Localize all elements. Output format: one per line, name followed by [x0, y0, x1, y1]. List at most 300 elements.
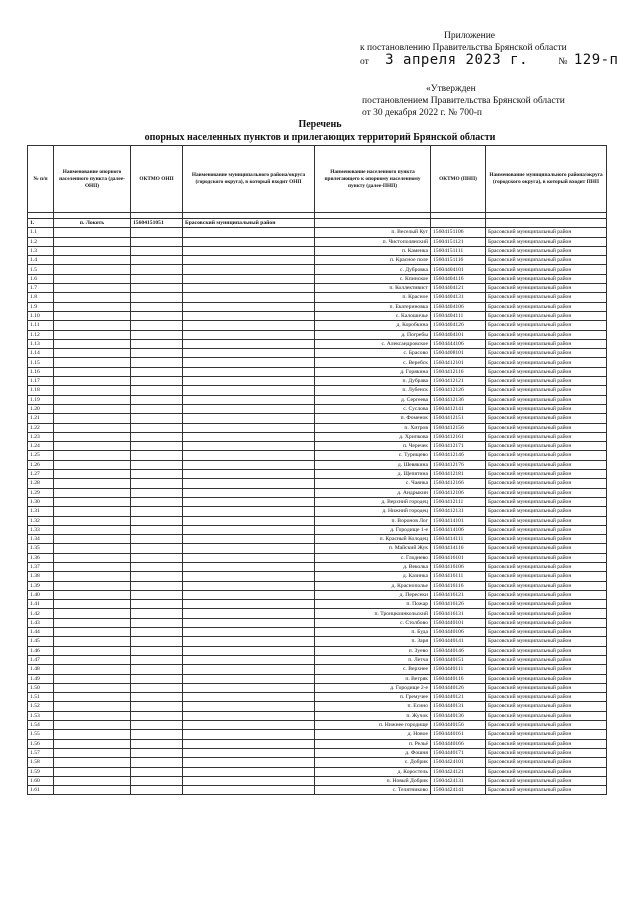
row-pnp-oktmo: 15604424121: [431, 767, 486, 776]
row-pnp-name: п. Нижнее городище: [315, 721, 431, 730]
row-pnp-name: п. Коллективист: [315, 284, 431, 293]
table-row: [28, 386, 607, 395]
row-onp-district: [183, 674, 315, 683]
table-row: [28, 525, 607, 534]
row-pnp-district: Брасовский муниципальный район: [486, 525, 607, 534]
row-pnp-name: д. Хрипкова: [315, 432, 431, 441]
row-pnp-name: п. Майский Жук: [315, 544, 431, 553]
row-onp-oktmo: [131, 470, 183, 479]
row-onp-name: [54, 776, 131, 785]
row-onp-oktmo: [131, 339, 183, 348]
row-number: 1.19: [28, 395, 54, 404]
row-onp-name: [54, 758, 131, 767]
row-pnp-name: п. Гремучее: [315, 693, 431, 702]
row-pnp-district: Брасовский муниципальный район: [486, 600, 607, 609]
row-pnp-oktmo: 15604412131: [431, 507, 486, 516]
row-pnp-name: п. Зуево: [315, 646, 431, 655]
row-pnp-district: Брасовский муниципальный район: [486, 293, 607, 302]
table-row: [28, 367, 607, 376]
row-pnp-oktmo: 15604404111: [431, 311, 486, 320]
row-pnp-name: с. Добрик: [315, 758, 431, 767]
row-number: 1.39: [28, 581, 54, 590]
row-number: 1.14: [28, 349, 54, 358]
row-onp-name: [54, 330, 131, 339]
row-pnp-name: д. Пересеки: [315, 590, 431, 599]
row-pnp-name: п. Хитров: [315, 423, 431, 432]
row-onp-name: [54, 432, 131, 441]
row-pnp-name: д. Фошня: [315, 748, 431, 757]
row-pnp-name: с. Александровское: [315, 339, 431, 348]
row-pnp-name: п. Буда: [315, 628, 431, 637]
row-onp-oktmo: [131, 265, 183, 274]
table-header-row: [28, 146, 607, 213]
header-onp-name: Наименование опорного населенного пункта (далее-ОНП): [54, 146, 131, 213]
row-onp-oktmo: [131, 600, 183, 609]
row-onp-district: [183, 274, 315, 283]
row-onp-oktmo: [131, 395, 183, 404]
row-onp-district: [183, 758, 315, 767]
row-pnp-oktmo: 15604412166: [431, 479, 486, 488]
table-row: [28, 730, 607, 739]
row-pnp-name: п. Екатериновка: [315, 302, 431, 311]
row-onp-district: [183, 572, 315, 581]
row-pnp-oktmo: 15604412116: [431, 367, 486, 376]
row-number: 1.25: [28, 451, 54, 460]
row-onp-oktmo: [131, 730, 183, 739]
row-pnp-name: с. Столбово: [315, 618, 431, 627]
row-pnp-district: Брасовский муниципальный район: [486, 721, 607, 730]
row-number: 1.29: [28, 488, 54, 497]
row-number: 1.61: [28, 786, 54, 795]
row-onp-oktmo: [131, 637, 183, 646]
row-pnp-oktmo: 15604408101: [431, 349, 486, 358]
decree-number: 129-п: [573, 52, 619, 68]
row-onp-name: [54, 479, 131, 488]
row-onp-district: [183, 377, 315, 386]
row-pnp-oktmo: 15604440161: [431, 730, 486, 739]
header-number: № п/п: [28, 146, 54, 213]
row-onp-district: [183, 460, 315, 469]
approved-line1: «Утвержден: [426, 84, 476, 94]
row-pnp-district: Брасовский муниципальный район: [486, 228, 607, 237]
table-row: [28, 628, 607, 637]
row-number: 1.13: [28, 339, 54, 348]
row-pnp-oktmo: 15604412181: [431, 470, 486, 479]
row-onp-oktmo: [131, 618, 183, 627]
table-row: [28, 655, 607, 664]
appendix-line2: к постановлению Правительства Брянской области: [360, 43, 567, 53]
row-onp-district: [183, 637, 315, 646]
row-pnp-oktmo: 15604440136: [431, 711, 486, 720]
table-row: [28, 739, 607, 748]
row-pnp-district: Брасовский муниципальный район: [486, 553, 607, 562]
row-onp-name: [54, 488, 131, 497]
row-pnp-district: Брасовский муниципальный район: [486, 479, 607, 488]
table-row: [28, 423, 607, 432]
row-onp-district: [183, 702, 315, 711]
table-row: [28, 358, 607, 367]
table-row: [28, 748, 607, 757]
row-pnp-district: Брасовский муниципальный район: [486, 321, 607, 330]
row-pnp-district: Брасовский муниципальный район: [486, 330, 607, 339]
row-onp-district: [183, 553, 315, 562]
row-onp-name: [54, 228, 131, 237]
row-onp-district: [183, 711, 315, 720]
table-row: [28, 674, 607, 683]
table-row: [28, 404, 607, 413]
row-pnp-district: Брасовский муниципальный район: [486, 451, 607, 460]
row-pnp-name: с. Телятниково: [315, 786, 431, 795]
row-onp-oktmo: [131, 460, 183, 469]
row-number: 1.40: [28, 590, 54, 599]
row-number: 1.47: [28, 655, 54, 664]
row-onp-oktmo: [131, 367, 183, 376]
table-row: [28, 721, 607, 730]
row-number: 1.24: [28, 442, 54, 451]
row-number: 1.9: [28, 302, 54, 311]
row-onp-district: [183, 600, 315, 609]
row-number: 1.58: [28, 758, 54, 767]
row-number: 1.49: [28, 674, 54, 683]
row-number: 1.5: [28, 265, 54, 274]
table-row: [28, 460, 607, 469]
row-onp-district: [183, 386, 315, 395]
row-number: 1.32: [28, 516, 54, 525]
row-number: 1.42: [28, 609, 54, 618]
table-row: [28, 284, 607, 293]
row-pnp-name: п. Ветряк: [315, 674, 431, 683]
row-pnp-district: Брасовский муниципальный район: [486, 284, 607, 293]
row-onp-district: [183, 693, 315, 702]
row-pnp-oktmo: 15604444106: [431, 339, 486, 348]
table-row: [28, 488, 607, 497]
row-onp-oktmo: [131, 358, 183, 367]
row-onp-oktmo: [131, 674, 183, 683]
approved-line2: постановлением Правительства Брянской области: [362, 96, 565, 106]
row-onp-district: [183, 432, 315, 441]
date-prefix: от: [360, 57, 369, 67]
row-number: 1.56: [28, 739, 54, 748]
row-pnp-district: Брасовский муниципальный район: [486, 265, 607, 274]
row-onp-oktmo: [131, 414, 183, 423]
row-pnp-district: Брасовский муниципальный район: [486, 786, 607, 795]
row-number: 1.26: [28, 460, 54, 469]
row-onp-oktmo: [131, 404, 183, 413]
row-pnp-name: с. Глоднево: [315, 553, 431, 562]
row-pnp-oktmo: 15604412146: [431, 451, 486, 460]
table-row: [28, 228, 607, 237]
row-pnp-name: п. Есино: [315, 702, 431, 711]
row-pnp-district: Брасовский муниципальный район: [486, 516, 607, 525]
row-onp-oktmo: [131, 581, 183, 590]
row-onp-name: [54, 237, 131, 246]
row-number: 1.10: [28, 311, 54, 320]
row-onp-district: [183, 284, 315, 293]
row-pnp-oktmo: 15604416111: [431, 572, 486, 581]
row-pnp-oktmo: 15604412136: [431, 395, 486, 404]
row-onp-name: [54, 349, 131, 358]
table-row: [28, 646, 607, 655]
row-pnp-district: Брасовский муниципальный район: [486, 590, 607, 599]
row-onp-name: [54, 590, 131, 599]
row-onp-district: [183, 776, 315, 785]
header-pnp-oktmo: ОКТМО (ПНП): [431, 146, 486, 213]
header-onp-oktmo: ОКТМО ОНП: [131, 146, 183, 213]
row-onp-name: [54, 581, 131, 590]
row-pnp-district: Брасовский муниципальный район: [486, 702, 607, 711]
row-pnp-district: Брасовский муниципальный район: [486, 767, 607, 776]
row-pnp-district: Брасовский муниципальный район: [486, 367, 607, 376]
row-pnp-name: с. Брасово: [315, 349, 431, 358]
onp-oktmo: 15604151051: [131, 219, 183, 228]
row-onp-name: [54, 423, 131, 432]
row-pnp-name: д. Шевякина: [315, 460, 431, 469]
row-pnp-name: д. Верхний городец: [315, 497, 431, 506]
row-pnp-oktmo: 15604424101: [431, 758, 486, 767]
row-onp-oktmo: [131, 721, 183, 730]
row-onp-district: [183, 349, 315, 358]
table-row: [28, 776, 607, 785]
row-onp-name: [54, 256, 131, 265]
approved-block: [362, 83, 632, 119]
row-onp-name: [54, 618, 131, 627]
row-onp-name: [54, 786, 131, 795]
row-number: 1.12: [28, 330, 54, 339]
row-pnp-district: Брасовский муниципальный район: [486, 646, 607, 655]
row-onp-name: [54, 739, 131, 748]
row-onp-oktmo: [131, 628, 183, 637]
row-pnp-name: п. Воронов Лог: [315, 516, 431, 525]
row-number: 1.4: [28, 256, 54, 265]
row-pnp-oktmo: 15604404131: [431, 293, 486, 302]
table-row: [28, 683, 607, 692]
row-pnp-district: Брасовский муниципальный район: [486, 748, 607, 757]
row-number: 1.16: [28, 367, 54, 376]
row-onp-oktmo: [131, 739, 183, 748]
row-onp-district: [183, 339, 315, 348]
row-onp-oktmo: [131, 590, 183, 599]
row-number: 1.2: [28, 237, 54, 246]
row-pnp-oktmo: 15604414106: [431, 525, 486, 534]
row-pnp-oktmo: 15604412101: [431, 358, 486, 367]
row-onp-district: [183, 497, 315, 506]
row-pnp-district: Брасовский муниципальный район: [486, 776, 607, 785]
row-onp-name: [54, 302, 131, 311]
row-pnp-district: Брасовский муниципальный район: [486, 274, 607, 283]
row-onp-name: [54, 321, 131, 330]
row-pnp-district: Брасовский муниципальный район: [486, 386, 607, 395]
table-row: [28, 535, 607, 544]
row-pnp-district: Брасовский муниципальный район: [486, 256, 607, 265]
row-onp-district: [183, 507, 315, 516]
table-row: [28, 246, 607, 255]
row-pnp-district: Брасовский муниципальный район: [486, 758, 607, 767]
row-onp-oktmo: [131, 237, 183, 246]
row-onp-oktmo: [131, 655, 183, 664]
row-pnp-oktmo: 15604412156: [431, 423, 486, 432]
row-pnp-oktmo: 15604416131: [431, 609, 486, 618]
row-onp-name: [54, 525, 131, 534]
row-onp-name: [54, 637, 131, 646]
row-pnp-oktmo: 15604440131: [431, 702, 486, 711]
row-onp-oktmo: [131, 525, 183, 534]
row-onp-district: [183, 265, 315, 274]
row-number: 1.34: [28, 535, 54, 544]
row-onp-oktmo: [131, 321, 183, 330]
row-onp-oktmo: [131, 507, 183, 516]
row-number: 1.46: [28, 646, 54, 655]
row-pnp-oktmo: 15604151121: [431, 237, 486, 246]
row-onp-oktmo: [131, 572, 183, 581]
table-row: [28, 274, 607, 283]
row-onp-oktmo: [131, 646, 183, 655]
table-row: [28, 637, 607, 646]
row-onp-name: [54, 293, 131, 302]
row-pnp-oktmo: 15604151106: [431, 228, 486, 237]
table-row: [28, 442, 607, 451]
row-pnp-name: д. Городище 2-е: [315, 683, 431, 692]
row-onp-oktmo: [131, 386, 183, 395]
table-row: [28, 516, 607, 525]
row-onp-oktmo: [131, 665, 183, 674]
table-row: [28, 432, 607, 441]
row-pnp-district: Брасовский муниципальный район: [486, 739, 607, 748]
table-row: [28, 311, 607, 320]
row-pnp-district: Брасовский муниципальный район: [486, 470, 607, 479]
row-pnp-name: д. Краснополье: [315, 581, 431, 590]
table-row: [28, 497, 607, 506]
row-onp-district: [183, 544, 315, 553]
row-onp-district: [183, 321, 315, 330]
row-onp-district: [183, 628, 315, 637]
row-number: 1.54: [28, 721, 54, 730]
row-onp-district: [183, 256, 315, 265]
row-pnp-oktmo: 15604404126: [431, 321, 486, 330]
row-pnp-name: п. Жучок: [315, 711, 431, 720]
row-onp-district: [183, 609, 315, 618]
row-pnp-oktmo: 15604416116: [431, 581, 486, 590]
row-pnp-oktmo: 15604424131: [431, 776, 486, 785]
row-pnp-oktmo: 15604412176: [431, 460, 486, 469]
row-pnp-district: Брасовский муниципальный район: [486, 488, 607, 497]
row-onp-name: [54, 311, 131, 320]
row-onp-oktmo: [131, 451, 183, 460]
row-pnp-district: Брасовский муниципальный район: [486, 414, 607, 423]
row-onp-district: [183, 739, 315, 748]
row-pnp-oktmo: 15604440156: [431, 721, 486, 730]
row-onp-oktmo: [131, 479, 183, 488]
row-onp-oktmo: [131, 432, 183, 441]
row-number: 1.60: [28, 776, 54, 785]
row-onp-oktmo: [131, 609, 183, 618]
row-pnp-oktmo: 15604440121: [431, 693, 486, 702]
row-onp-name: [54, 358, 131, 367]
row-pnp-oktmo: 15604412111: [431, 497, 486, 506]
row-pnp-name: п. Летча: [315, 655, 431, 664]
row-onp-oktmo: [131, 693, 183, 702]
appendix-line1: Приложение: [444, 31, 495, 41]
row-onp-name: [54, 246, 131, 255]
row-onp-name: [54, 562, 131, 571]
onp-district: Брасовский муниципальный район: [183, 219, 315, 228]
decree-date: 3 апреля 2023 г.: [385, 52, 529, 68]
row-pnp-district: Брасовский муниципальный район: [486, 693, 607, 702]
row-onp-name: [54, 544, 131, 553]
row-number: 1.30: [28, 497, 54, 506]
table-row: [28, 293, 607, 302]
row-number: 1.21: [28, 414, 54, 423]
row-pnp-district: Брасовский муниципальный район: [486, 404, 607, 413]
row-pnp-oktmo: 15604404101: [431, 330, 486, 339]
row-pnp-name: с. Кпинское: [315, 274, 431, 283]
row-onp-name: [54, 553, 131, 562]
row-pnp-name: п. Каменка: [315, 246, 431, 255]
table-row: [28, 600, 607, 609]
row-onp-name: [54, 395, 131, 404]
row-onp-district: [183, 730, 315, 739]
decree-date-line: [360, 54, 630, 68]
row-onp-oktmo: [131, 284, 183, 293]
row-pnp-oktmo: 15604151111: [431, 246, 486, 255]
onp-name: п. Локоть: [54, 219, 131, 228]
row-onp-name: [54, 284, 131, 293]
row-pnp-oktmo: 15604440151: [431, 655, 486, 664]
table-row: [28, 581, 607, 590]
row-number: 1.36: [28, 553, 54, 562]
row-pnp-oktmo: 15604404116: [431, 274, 486, 283]
row-pnp-name: с. Турищево: [315, 451, 431, 460]
row-pnp-district: Брасовский муниципальный район: [486, 497, 607, 506]
row-pnp-name: с. Суслова: [315, 404, 431, 413]
row-onp-district: [183, 646, 315, 655]
row-pnp-district: Брасовский муниципальный район: [486, 618, 607, 627]
row-onp-district: [183, 228, 315, 237]
table-row: [28, 479, 607, 488]
row-pnp-district: Брасовский муниципальный район: [486, 711, 607, 720]
row-onp-district: [183, 516, 315, 525]
row-onp-name: [54, 377, 131, 386]
row-onp-oktmo: [131, 274, 183, 283]
row-pnp-oktmo: 15604412151: [431, 414, 486, 423]
row-pnp-oktmo: 15604414116: [431, 544, 486, 553]
row-pnp-oktmo: 15604416121: [431, 590, 486, 599]
table-row: [28, 786, 607, 795]
row-onp-district: [183, 683, 315, 692]
row-onp-name: [54, 721, 131, 730]
table-row: [28, 609, 607, 618]
row-onp-oktmo: [131, 702, 183, 711]
onp-row: [28, 219, 607, 228]
row-pnp-name: с. Калошичье: [315, 311, 431, 320]
row-onp-oktmo: [131, 330, 183, 339]
row-onp-district: [183, 395, 315, 404]
table-row: [28, 544, 607, 553]
row-onp-oktmo: [131, 767, 183, 776]
row-onp-district: [183, 470, 315, 479]
row-pnp-district: Брасовский муниципальный район: [486, 655, 607, 664]
row-number: 1.45: [28, 637, 54, 646]
row-number: 1.22: [28, 423, 54, 432]
row-number: 1.6: [28, 274, 54, 283]
row-onp-district: [183, 414, 315, 423]
row-onp-name: [54, 646, 131, 655]
row-pnp-name: д. Городище 1-е: [315, 525, 431, 534]
row-onp-name: [54, 767, 131, 776]
row-pnp-name: д. Новое: [315, 730, 431, 739]
row-onp-district: [183, 581, 315, 590]
row-pnp-oktmo: 15604412161: [431, 432, 486, 441]
row-number: 1.31: [28, 507, 54, 516]
